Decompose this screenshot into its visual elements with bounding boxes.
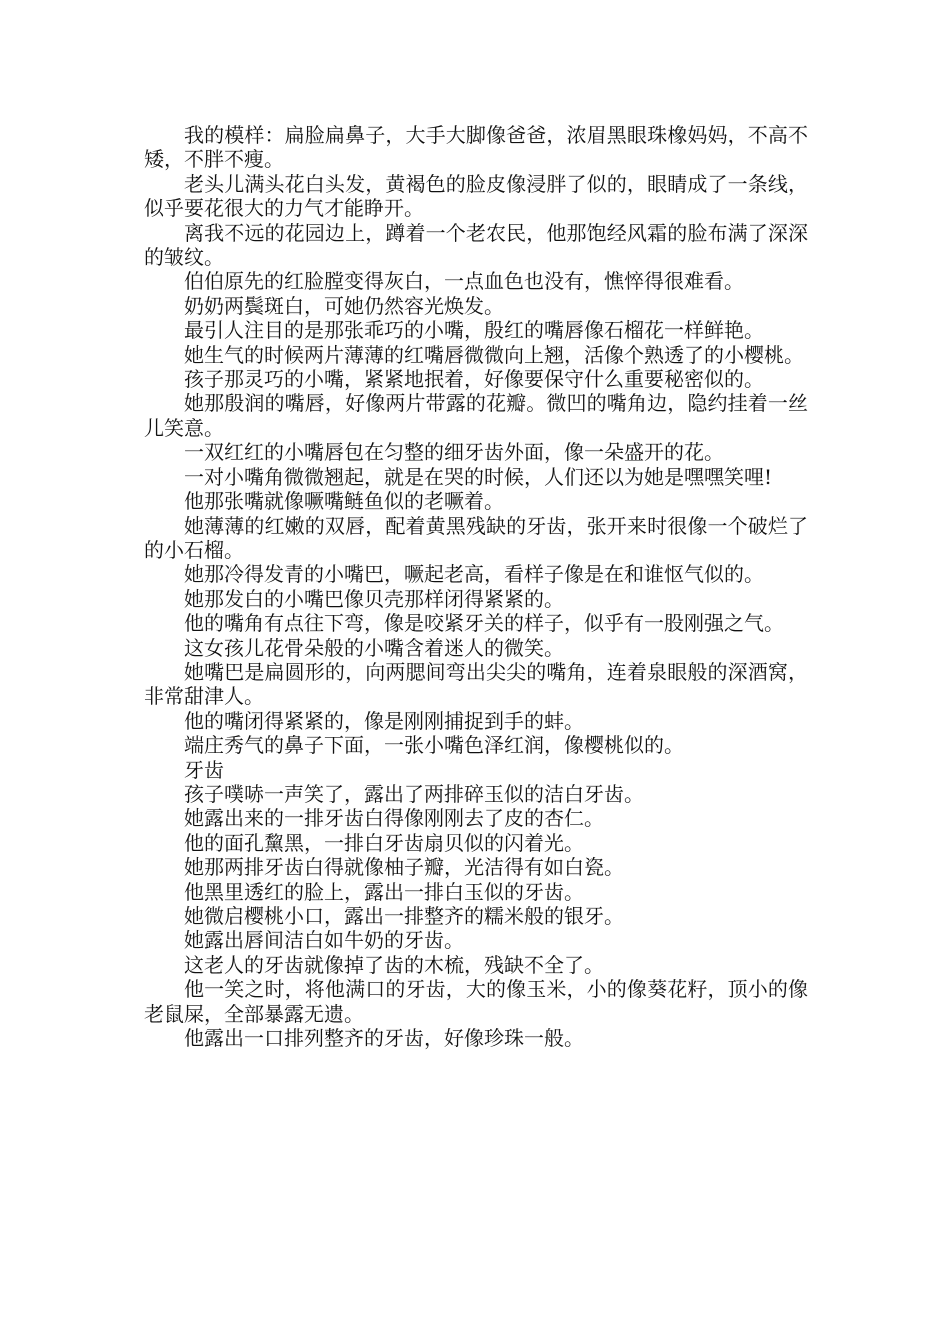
paragraph: 她薄薄的红嫩的双唇，配着黄黑残缺的牙齿，张开来时很像一个破烂了的小石榴。 [144,513,808,562]
paragraph: 端庄秀气的鼻子下面，一张小嘴色泽红润，像樱桃似的。 [184,733,684,758]
paragraph: 她那冷得发青的小嘴巴，噘起老高，看样子像是在和谁怄气似的。 [184,562,764,587]
paragraph: 他的嘴闭得紧紧的，像是刚刚捕捉到手的蚌。 [184,708,584,733]
paragraph: 离我不远的花园边上，蹲着一个老农民，他那饱经风霜的脸布满了深深的皱纹。 [144,220,808,270]
paragraph: 他露出一口排列整齐的牙齿，好像珍珠一般。 [184,1026,584,1051]
paragraph: 最引人注目的是那张乖巧的小嘴，殷红的嘴唇像石榴花一样鲜艳。 [184,318,764,343]
paragraph: 一对小嘴角微微翘起，就是在哭的时候，人们还以为她是嘿嘿笑哩! [184,464,773,489]
paragraph: 她那发白的小嘴巴像贝壳那样闭得紧紧的。 [184,586,564,611]
paragraph: 老头儿满头花白头发，黄褐色的脸皮像浸胖了似的，眼睛成了一条线，似乎要花很大的力气才能睁开。 [144,171,808,221]
paragraph: 她那殷润的嘴唇，好像两片带露的花瓣。微凹的嘴角边，隐约挂着一丝儿笑意。 [144,391,808,440]
paragraph: 他一笑之时，将他满口的牙齿，大的像玉米，小的像葵花籽，顶小的像老鼠屎，全部暴露无遗。 [144,977,808,1026]
paragraph: 他的嘴角有点往下弯，像是咬紧牙关的样子，似乎有一股刚强之气。 [184,611,784,636]
paragraph: 这老人的牙齿就像掉了齿的木梳，残缺不全了。 [184,952,604,977]
section-heading: 牙齿 [184,757,224,782]
paragraph: 我的模样：扁脸扁鼻子，大手大脚像爸爸，浓眉黑眼珠橡妈妈，不高不矮，不胖不瘦。 [144,123,808,172]
paragraph: 这女孩儿花骨朵般的小嘴含着迷人的微笑。 [184,635,564,660]
paragraph: 他的面孔黧黑，一排白牙齿扇贝似的闪着光。 [184,830,584,855]
paragraph: 奶奶两鬓斑白，可她仍然容光焕发。 [184,293,504,318]
paragraph: 她微启樱桃小口，露出一排整齐的糯米般的银牙。 [184,904,624,928]
paragraph: 她那两排牙齿白得就像柚子瓣，光洁得有如白瓷。 [184,855,624,880]
paragraph: 孩子那灵巧的小嘴，紧紧地抿着，好像要保守什么重要秘密似的。 [184,367,764,392]
paragraph: 伯伯原先的红脸膛变得灰白，一点血色也没有，憔悴得很难看。 [184,269,744,294]
paragraph: 孩子噗哧一声笑了，露出了两排碎玉似的洁白牙齿。 [184,781,644,806]
paragraph: 她嘴巴是扁圆形的，向两腮间弯出尖尖的嘴角，连着泉眼般的深酒窝，非常甜津人。 [144,659,808,709]
document-body [144,123,808,1050]
paragraph: 他那张嘴就像噘嘴鲢鱼似的老噘着。 [184,489,504,514]
paragraph: 一双红红的小嘴唇包在匀整的细牙齿外面，像一朵盛开的花。 [184,440,724,465]
paragraph: 她露出来的一排牙齿白得像刚刚去了皮的杏仁。 [184,806,604,831]
paragraph: 她生气的时候两片薄薄的红嘴唇微微向上翘，活像个熟透了的小樱桃。 [184,342,804,367]
paragraph: 她露出唇间洁白如牛奶的牙齿。 [184,928,464,953]
paragraph: 他黑里透红的脸上，露出一排白玉似的牙齿。 [184,879,584,904]
